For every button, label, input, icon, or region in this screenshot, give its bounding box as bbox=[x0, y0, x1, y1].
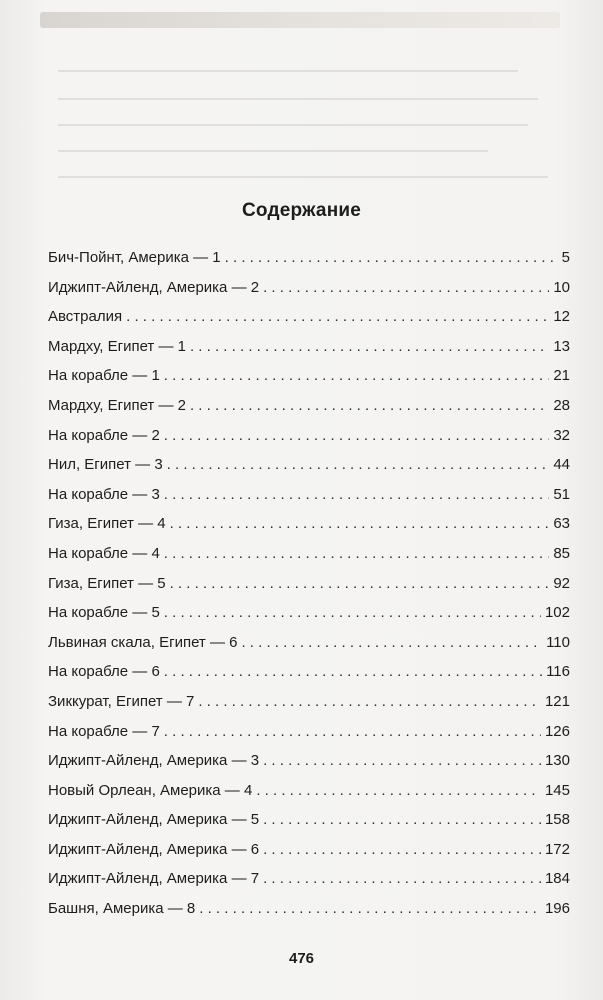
toc-entry bbox=[48, 776, 570, 806]
dot-leader bbox=[164, 480, 550, 510]
toc-entry-title: Иджипт-Айленд, Америка — 3 bbox=[48, 752, 260, 770]
bleed-through-line bbox=[58, 70, 518, 72]
toc-entry-page: 85 bbox=[553, 544, 570, 562]
toc-entry bbox=[48, 598, 570, 628]
toc-entry bbox=[48, 894, 570, 924]
toc-entry-title: На корабле — 3 bbox=[48, 485, 160, 503]
toc-entry-title: Гиза, Египет — 5 bbox=[48, 574, 166, 592]
toc-entry-title: Зиккурат, Египет — 7 bbox=[48, 692, 195, 710]
toc-title: Содержание bbox=[241, 200, 362, 221]
toc-entry-page: 21 bbox=[553, 367, 570, 385]
dot-leader bbox=[190, 391, 549, 421]
toc-entry-title: Иджипт-Айленд, Америка — 6 bbox=[48, 840, 260, 858]
toc-entry-page: 92 bbox=[553, 574, 570, 592]
toc-entry-title: Новый Орлеан, Америка — 4 bbox=[48, 781, 253, 799]
toc-entry bbox=[48, 805, 570, 835]
dot-leader bbox=[263, 273, 549, 303]
toc-entry-page: 10 bbox=[553, 278, 570, 296]
bleed-through-line bbox=[58, 150, 488, 152]
toc-entry bbox=[48, 835, 570, 865]
toc-entry-page: 158 bbox=[544, 811, 570, 829]
toc-entry-title: На корабле — 5 bbox=[48, 604, 160, 622]
toc-entry-page: 110 bbox=[546, 633, 570, 651]
dot-leader bbox=[164, 539, 550, 569]
toc-entry-title: Иджипт-Айленд, Америка — 2 bbox=[48, 278, 260, 296]
toc-entry-page: 145 bbox=[544, 781, 570, 799]
toc-entry-page: 184 bbox=[544, 870, 570, 888]
page-number: 476 bbox=[288, 950, 315, 967]
toc-entry-title: Иджипт-Айленд, Америка — 7 bbox=[48, 870, 260, 888]
toc-entry-title: Гиза, Египет — 4 bbox=[48, 515, 166, 533]
toc-entry bbox=[48, 509, 570, 539]
toc-entry-title: Мардху, Египет — 1 bbox=[48, 337, 186, 355]
toc-entry-title: На корабле — 2 bbox=[48, 426, 160, 444]
dot-leader bbox=[164, 598, 541, 628]
toc-entry bbox=[48, 480, 570, 510]
dot-leader bbox=[164, 361, 550, 391]
dot-leader bbox=[263, 864, 541, 894]
dot-leader bbox=[263, 835, 541, 865]
dot-leader bbox=[263, 805, 541, 835]
dot-leader bbox=[170, 569, 550, 599]
dot-leader bbox=[126, 302, 549, 332]
bleed-through-line bbox=[58, 124, 528, 126]
toc-entry-page: 12 bbox=[553, 308, 570, 326]
dot-leader bbox=[198, 687, 541, 717]
toc-entry bbox=[48, 687, 570, 717]
toc-entry bbox=[48, 569, 570, 599]
toc-list bbox=[48, 243, 570, 924]
toc-entry-title: На корабле — 4 bbox=[48, 544, 160, 562]
toc-entry-page: 5 bbox=[561, 249, 570, 266]
toc-entry-page: 130 bbox=[544, 752, 570, 770]
toc-entry-title: На корабле — 7 bbox=[48, 722, 160, 740]
toc-entry bbox=[48, 391, 570, 421]
toc-entry bbox=[48, 657, 570, 687]
toc-entry-title: Нил, Египет — 3 bbox=[48, 456, 163, 474]
bleed-through-line bbox=[58, 98, 538, 100]
toc-entry-page: 32 bbox=[553, 426, 570, 444]
toc-entry-title: На корабле — 6 bbox=[48, 663, 160, 681]
toc-entry-page: 13 bbox=[553, 337, 570, 355]
toc-entry-title: Бич-Пойнт, Америка — 1 bbox=[48, 249, 221, 266]
toc-entry-title: Мардху, Египет — 2 bbox=[48, 396, 186, 414]
toc-entry-title: Австралия bbox=[48, 308, 123, 326]
toc-entry bbox=[48, 421, 570, 451]
dot-leader bbox=[164, 421, 550, 451]
dot-leader bbox=[225, 243, 558, 273]
toc-entry-title: Иджипт-Айленд, Америка — 5 bbox=[48, 811, 260, 829]
toc-entry bbox=[48, 717, 570, 747]
toc-entry bbox=[48, 539, 570, 569]
toc-entry-page: 172 bbox=[544, 840, 570, 858]
dot-leader bbox=[164, 717, 541, 747]
dot-leader bbox=[241, 628, 542, 658]
toc-entry-page: 121 bbox=[544, 692, 570, 710]
dot-leader bbox=[263, 746, 541, 776]
toc-entry-page: 126 bbox=[544, 722, 570, 740]
toc-entry bbox=[48, 302, 570, 332]
bleed-through-header bbox=[40, 12, 560, 28]
toc-entry-title: На корабле — 1 bbox=[48, 367, 160, 385]
dot-leader bbox=[199, 894, 541, 924]
toc-entry bbox=[48, 273, 570, 303]
dot-leader bbox=[170, 509, 550, 539]
toc-entry-page: 116 bbox=[546, 663, 570, 681]
dot-leader bbox=[167, 450, 550, 480]
toc-entry-page: 196 bbox=[544, 900, 570, 918]
bleed-through-line bbox=[58, 176, 548, 178]
dot-leader bbox=[256, 776, 541, 806]
toc-entry-title: Львиная скала, Египет — 6 bbox=[48, 633, 238, 651]
toc-entry-page: 28 bbox=[553, 396, 570, 414]
toc-entry-page: 44 bbox=[553, 456, 570, 474]
toc-entry-title: Башня, Америка — 8 bbox=[48, 900, 196, 918]
toc-entry bbox=[48, 628, 570, 658]
toc-entry bbox=[48, 361, 570, 391]
toc-entry bbox=[48, 746, 570, 776]
toc-entry bbox=[48, 450, 570, 480]
toc-entry-page: 51 bbox=[553, 485, 570, 503]
toc-entry-page: 102 bbox=[544, 604, 570, 622]
dot-leader bbox=[190, 332, 549, 362]
toc-entry bbox=[48, 243, 570, 273]
dot-leader bbox=[164, 657, 542, 687]
toc-entry bbox=[48, 864, 570, 894]
toc-entry bbox=[48, 332, 570, 362]
toc-entry-page: 63 bbox=[553, 515, 570, 533]
